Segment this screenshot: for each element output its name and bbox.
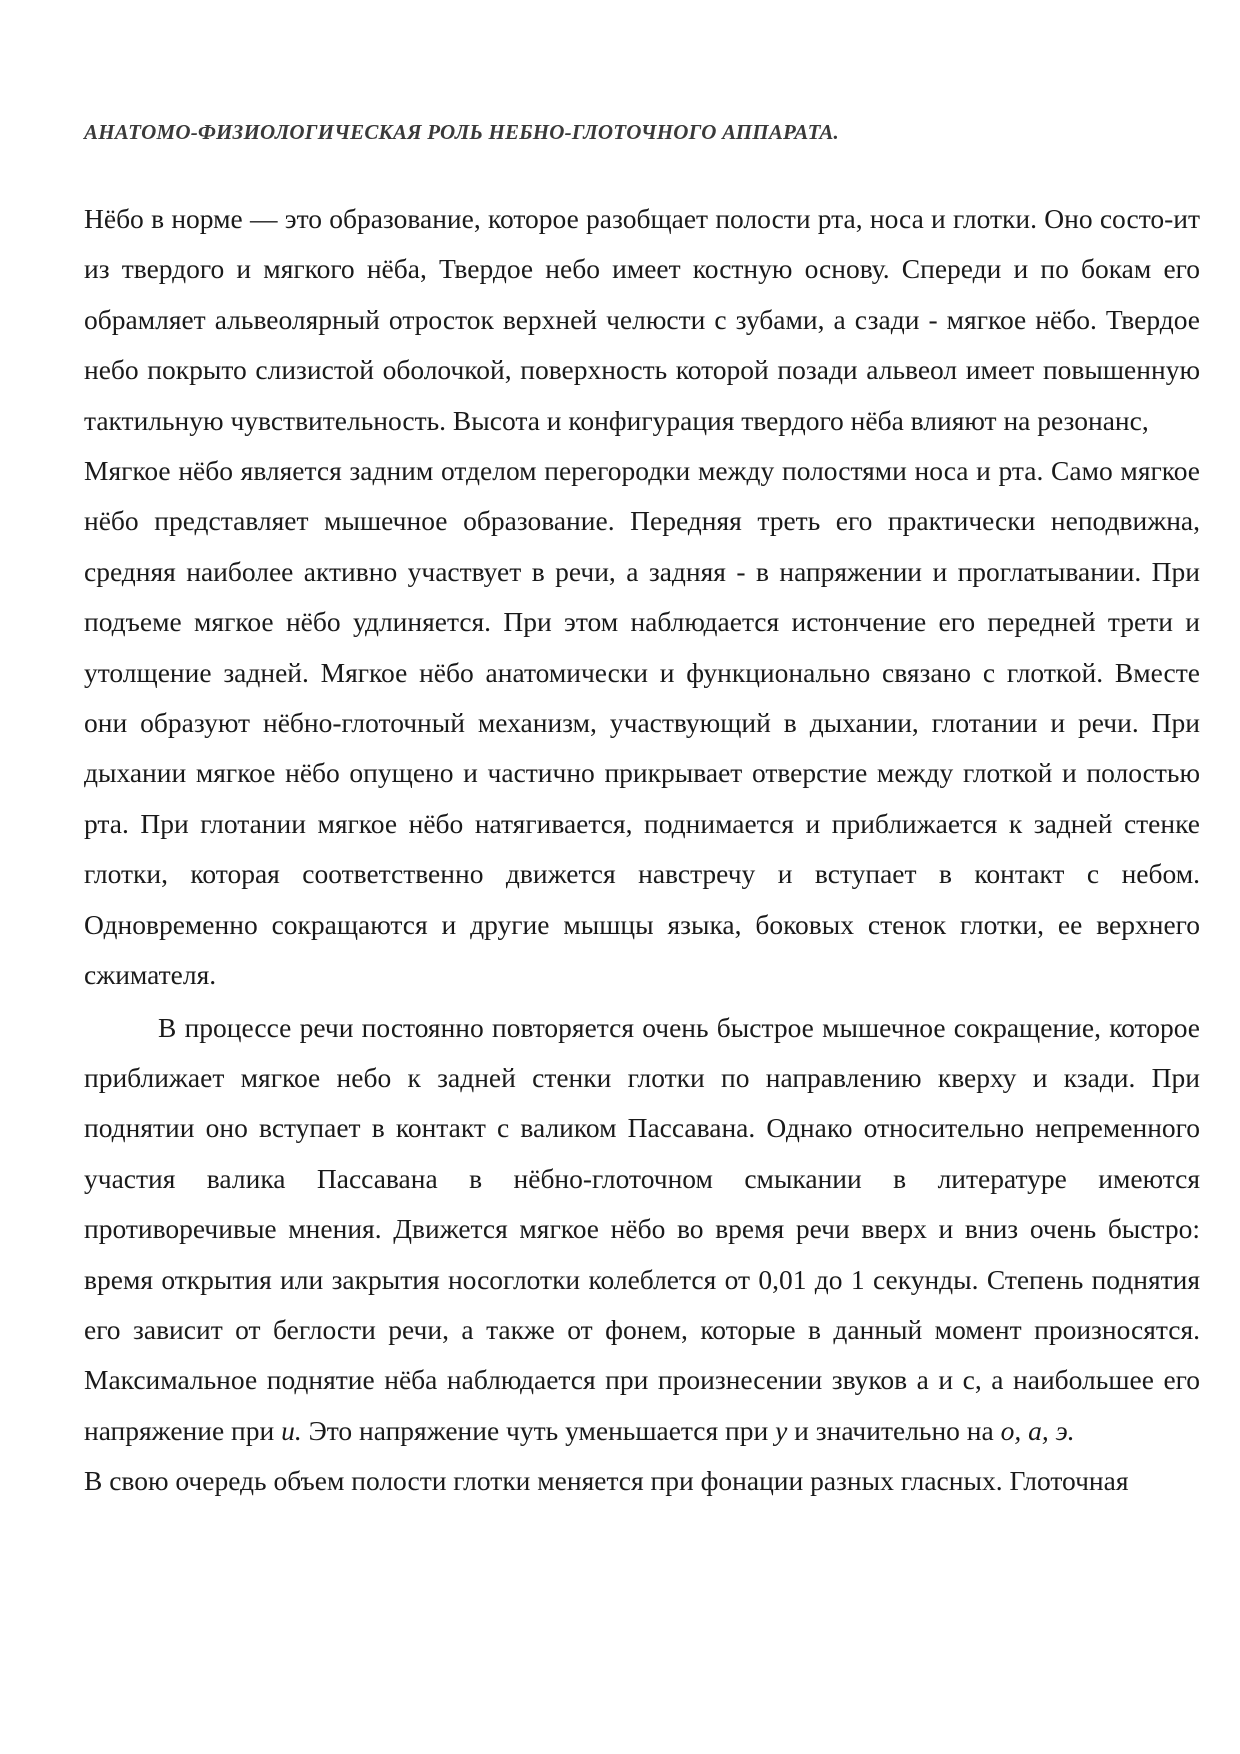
paragraph-text-segment: и значительно на [787,1414,1001,1446]
paragraph-speech-process [84,1003,1200,1457]
paragraph-pharynx-volume: В свою очередь объем полости глотки меняется при фонации разных гласных. Глоточная [84,1465,1129,1497]
paragraph-soft-palate: Мягкое нёбо является задним отделом перегородки между полостями носа и рта. Само мягкое нёбо представляет мышечное образование. Передняя треть его практически неподвижна, средняя наиболее активно участвует в речи, а задняя - в напряжении и проглатывании. При подъеме мягкое нёбо удлиняется. При этом наблюдается истончение его передней трети и утолщение задней. Мягкое нёбо анатомически и функционально связано с глоткой. Вместе они образуют нёбно-глоточный механизм, участвующий в дыхании, глотании и речи. При дыхании мягкое нёбо опущено и частично прикрывает отверстие между глоткой и полостью рта. При глотании мягкое нёбо натягивается, поднимается и приближается к задней стенке глотки, которая соответственно движется навстречу и вступает в контакт с небом. Одновременно сокращаются и другие мышцы языка, боковых стенок глотки, ее верхнего сжимателя. [84,455,1200,991]
paragraph-text-segment: Это напряжение чуть уменьшается при [301,1414,776,1446]
paragraph-text-segment: В процессе речи постоянно повторяется очень быстрое мышечное сокращение, которое приближает мягкое небо к задней стенки глотки по направлению кверху и кзади. При поднятии оно вступает в контакт с валиком Пассавана. Однако относительно непременного участия валика Пассавана в нёбно-глоточном смыкании в литературе имеются противоречивые мнения. Движется мягкое нёбо во время речи вверх и вниз очень быстро: время открытия или закрытия носоглотки колеблется от 0,01 до 1 секунды. Степень поднятия его зависит от беглости речи, а также от фонем, которые в данный момент произносятся. Максимальное поднятие нёба наблюдается при произнесении звуков а и с, а наибольшее его напряжение при [84,1011,1200,1446]
paragraph-hard-palate: Нёбо в норме — это образование, которое разобщает полости рта, носа и глотки. Оно состо-ит из твердого и мягкого нёба, Твердое небо имеет костную основу. Спереди и по бокам его обрамляет альвеолярный отросток верхней челюсти с зубами, а сзади - мягкое нёбо. Твердое небо покрыто слизистой оболочкой, поверхность которой позади альвеол имеет повышенную тактильную чувствительность. Высота и конфигурация твердого нёба влияют на резонанс, [84,203,1200,436]
italic-phoneme: и. [281,1414,302,1446]
italic-phoneme: у [775,1414,788,1446]
document-title: АНАТОМО-ФИЗИОЛОГИЧЕСКАЯ РОЛЬ НЕБНО-ГЛОТОЧНОГО АППАРАТА. [84,120,839,144]
document-page [84,100,1200,1507]
italic-phoneme: о, а, э. [1000,1414,1075,1446]
